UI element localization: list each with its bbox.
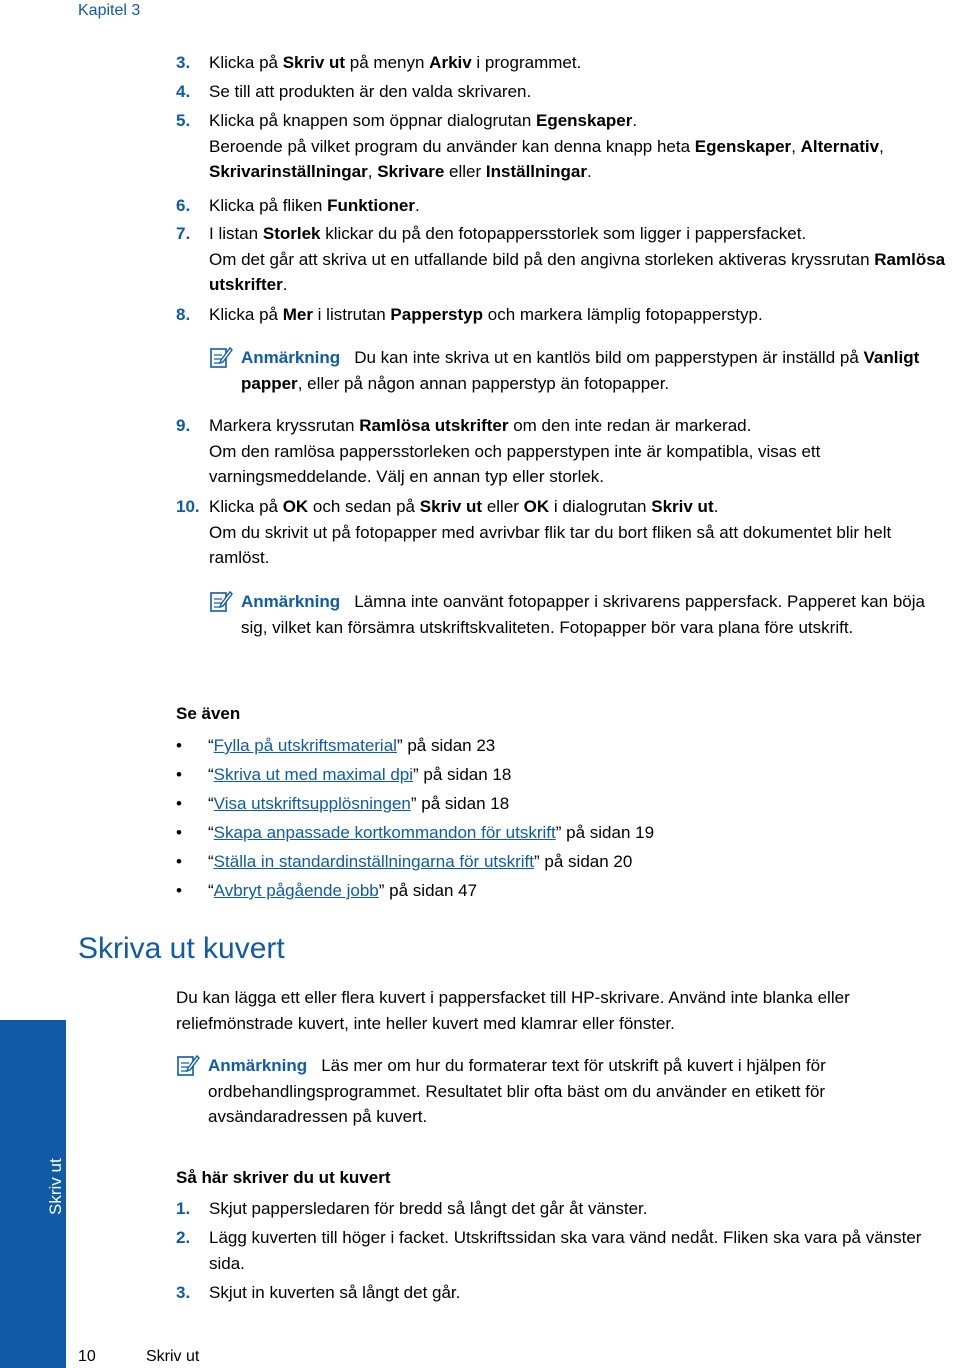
side-tab-label (0, 1020, 66, 1368)
ui-term: Funktioner (327, 196, 415, 215)
ui-term: Skriv ut (282, 53, 346, 72)
text-run: eller (444, 162, 486, 181)
text-run: och markera lämplig fotopapperstyp. (483, 305, 763, 324)
text-run: Beroende på vilket program du använder kan denna knapp heta (209, 136, 695, 156)
text-run: på menyn (345, 53, 430, 72)
see-also-item: • “Fylla på utskriftsmaterial” på sidan 23 (176, 733, 495, 758)
text-run: Klicka på fliken (209, 196, 328, 215)
howto-step-3 (176, 1280, 946, 1306)
text-run: Om den ramlösa pappersstorleken och papperstypen inte är kompatibla, visas ett varningsmeddelande. Välj en annan typ eller storlek. (209, 441, 821, 486)
ui-term: Mer (282, 305, 313, 324)
ui-term: Storlek (262, 224, 321, 243)
step-detail (209, 520, 946, 571)
note-icon (176, 1053, 200, 1077)
note-envelope (176, 1053, 956, 1130)
ui-term: Skrivare (377, 162, 445, 181)
note-text: Läs mer om hur du formaterar text för utskrift på kuvert i hjälpen för ordbehandlingsprogrammet. Resultatet blir ofta bäst om du använder en etikett för avsändaradressen på kuvert. (208, 1056, 826, 1126)
section-intro: Du kan lägga ett eller flera kuvert i pappersfacket till HP-skrivare. Använd inte blanka eller reliefmönstrade kuvert, inte heller kuvert med klamrar eller fönster. (176, 988, 850, 1033)
step-number: 9. (176, 416, 191, 435)
text-run: Om det går att skriva ut en utfallande bild på den angivna storleken aktiveras kryssrutan (209, 249, 875, 269)
text-run: Klicka på knappen som öppnar dialogrutan (209, 111, 536, 130)
step-detail (209, 134, 946, 185)
text-run: . (713, 497, 719, 516)
step-number: 3. (176, 53, 191, 72)
see-also-item: • “Visa utskriftsupplösningen” på sidan 18 (176, 791, 509, 816)
see-also-link[interactable]: Visa utskriftsupplösningen (213, 794, 411, 813)
chapter-header: Kapitel 3 (78, 2, 141, 19)
step-text (209, 79, 946, 105)
note-label: Anmärkning (208, 1056, 308, 1075)
ui-term: Skriv ut (419, 497, 483, 516)
step-text (209, 50, 946, 76)
step-number: 2. (176, 1228, 191, 1247)
page-ref: på sidan 19 (566, 823, 655, 842)
note-label: Anmärkning (241, 348, 341, 367)
text-run: Lämna inte oanvänt fotopapper i skrivarens pappersfack. Papperet kan böja sig, vilket kan försämra utskriftskvaliteten. Fotopapper bör vara plana före utskrift. (241, 592, 925, 637)
see-also-item: • “Skapa anpassade kortkommandon för utskrift” på sidan 19 (176, 820, 654, 845)
note-photo-paper (209, 589, 954, 640)
note-icon (209, 589, 233, 613)
ui-term: OK (282, 497, 309, 516)
section-title: Skriva ut kuvert (78, 932, 285, 965)
text-run: Klicka på (209, 497, 283, 516)
step-text: Lägg kuverten till höger i facket. Utskriftssidan ska vara vänd nedåt. Fliken ska vara på vänster sida. (209, 1228, 922, 1273)
howto-title: Så här skriver du ut kuvert (176, 1168, 391, 1187)
bullet-icon: • (176, 736, 182, 755)
note-label: Anmärkning (241, 592, 341, 611)
step-number: 5. (176, 111, 191, 130)
text-run: . (414, 196, 420, 215)
text-run: . (282, 275, 288, 294)
page-ref: på sidan 23 (407, 736, 496, 755)
step-text (209, 221, 946, 247)
ui-term: Skriv ut (651, 497, 714, 516)
step-text (209, 108, 946, 134)
see-also-item: • “Avbryt pågående jobb” på sidan 47 (176, 878, 477, 903)
see-also-link[interactable]: Skriva ut med maximal dpi (213, 765, 414, 784)
text-run: Om du skrivit ut på fotopapper med avrivbar flik tar du bort fliken så att dokumentet blir helt ramlöst. (209, 522, 892, 567)
ui-term: Ramlösa utskrifter (209, 249, 946, 294)
see-also-link[interactable]: Avbryt pågående jobb (213, 881, 379, 900)
page-ref: på sidan 18 (421, 794, 510, 813)
ui-term: Alternativ (800, 136, 880, 156)
text-run: i listrutan (312, 305, 391, 324)
step-text: Skjut in kuverten så långt det går. (209, 1283, 461, 1302)
text-run: Se till att produkten är den valda skrivaren. (209, 82, 532, 101)
step-8 (176, 302, 946, 328)
page-ref: på sidan 47 (389, 881, 478, 900)
bullet-icon: • (176, 881, 182, 900)
note-text (241, 592, 925, 637)
howto-step-2 (176, 1225, 946, 1276)
text-run: och sedan på (308, 497, 420, 516)
step-text (209, 302, 946, 328)
text-run: . (632, 111, 638, 130)
step-text (209, 494, 946, 520)
bullet-icon: • (176, 794, 182, 813)
footer-title: Skriv ut (146, 1348, 200, 1365)
step-number: 6. (176, 196, 191, 215)
ui-term: Egenskaper (694, 136, 792, 156)
bullet-icon: • (176, 823, 182, 842)
text-run: klickar du på den fotopappersstorlek som ligger i pappersfacket. (320, 224, 807, 243)
step-text (209, 413, 946, 439)
step-detail (209, 439, 946, 490)
step-number: 3. (176, 1283, 191, 1302)
text-run: i programmet. (471, 53, 582, 72)
see-also-item: • “Skriva ut med maximal dpi” på sidan 18 (176, 762, 511, 787)
text-run: Du kan inte skriva ut en kantlös bild om papperstypen är inställd på (354, 348, 864, 367)
step-number: 4. (176, 82, 191, 101)
ui-term: Ramlösa utskrifter (359, 416, 509, 435)
text-run: Klicka på (209, 305, 283, 324)
step-number: 7. (176, 224, 191, 243)
step-text: Skjut pappersledaren för bredd så långt det går åt vänster. (209, 1199, 648, 1218)
text-run: I listan (209, 224, 263, 243)
side-tab-text: Skriv ut (46, 1158, 65, 1216)
text-run: , (879, 136, 884, 156)
bullet-icon: • (176, 765, 182, 784)
step-number: 1. (176, 1199, 191, 1218)
ui-term: Skrivarinställningar (209, 162, 368, 181)
bullet-icon: • (176, 852, 182, 871)
note-text (241, 348, 919, 393)
see-also-link[interactable]: Ställa in standardinställningarna för utskrift (213, 852, 535, 871)
side-tab (0, 1020, 66, 1368)
page-number: 10 (78, 1348, 96, 1365)
text-run: Markera kryssrutan (209, 416, 360, 435)
text-run: , (367, 162, 378, 181)
ui-term: OK (523, 497, 550, 516)
ui-term: Arkiv (429, 53, 472, 72)
step-5 (176, 108, 946, 185)
text-run: i dialogrutan (549, 497, 652, 516)
ui-term: Egenskaper (536, 111, 633, 130)
step-number: 10. (176, 497, 200, 516)
step-10 (176, 494, 946, 571)
step-6 (176, 193, 946, 219)
step-7 (176, 221, 946, 298)
text-run: . (586, 162, 592, 181)
text-run: eller (482, 497, 524, 516)
see-also-link[interactable]: Fylla på utskriftsmaterial (213, 736, 397, 755)
see-also-link[interactable]: Skapa anpassade kortkommandon för utskrift (213, 823, 556, 842)
step-3 (176, 50, 946, 76)
step-9 (176, 413, 946, 490)
page-ref: på sidan 20 (544, 852, 633, 871)
ui-term: Inställningar (485, 162, 587, 181)
text-run: , (791, 136, 801, 156)
see-also-title: Se även (176, 704, 241, 723)
note-borderless (209, 345, 949, 396)
text-run: Klicka på (209, 53, 283, 72)
ui-term: Vanligt papper (241, 348, 920, 393)
text-run: , eller på någon annan papperstyp än fotopapper. (297, 373, 670, 393)
step-number: 8. (176, 305, 191, 324)
text-run: om den inte redan är markerad. (508, 416, 752, 435)
step-4 (176, 79, 946, 105)
step-text (209, 193, 946, 219)
page-ref: på sidan 18 (423, 765, 512, 784)
ui-term: Papperstyp (390, 305, 484, 324)
step-detail (209, 247, 946, 298)
note-icon (209, 345, 233, 369)
howto-step-1 (176, 1196, 946, 1222)
see-also-item: • “Ställa in standardinställningarna för utskrift” på sidan 20 (176, 849, 632, 874)
